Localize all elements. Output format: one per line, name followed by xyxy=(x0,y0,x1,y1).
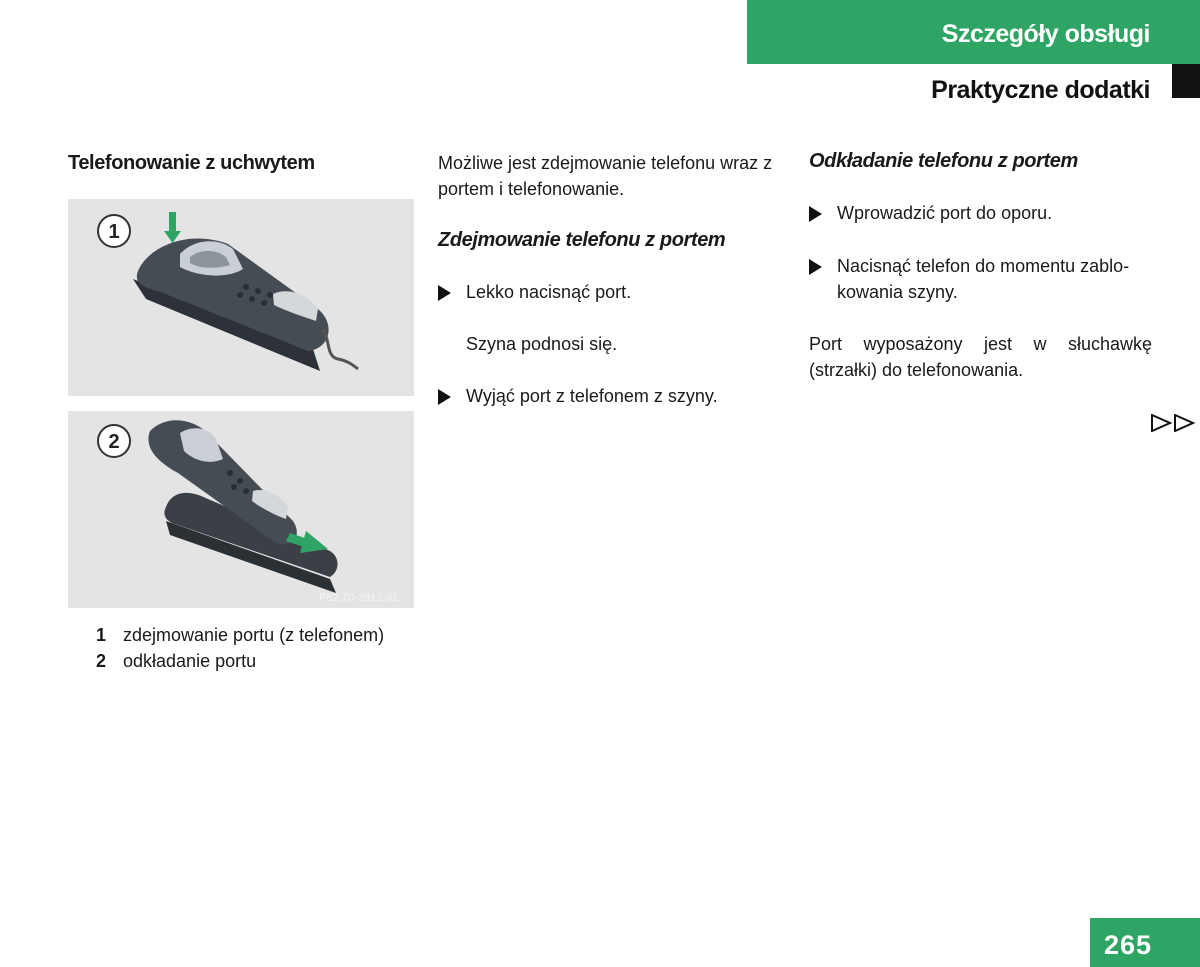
caption-text: zdejmowanie portu (z telefonem) xyxy=(123,625,385,645)
bullet-triangle-icon xyxy=(809,253,837,305)
col1-heading: Telefonowanie z uchwytem xyxy=(68,152,315,174)
page-number: 265 xyxy=(1104,930,1153,960)
column-3 xyxy=(809,150,1152,383)
thumb-tab-marker xyxy=(1172,64,1200,98)
figure-place-port xyxy=(68,411,414,608)
caption-text: odkładanie portu xyxy=(123,651,257,671)
caption-item xyxy=(96,648,384,674)
header-band xyxy=(747,0,1200,64)
step-result: Szyna podnosi się. xyxy=(466,334,618,354)
step-text: Nacisnąć telefon do momentu zablo-kowania szyny. xyxy=(837,256,1130,302)
step-press-port xyxy=(438,279,788,305)
figure-marker-1: 1 xyxy=(108,221,120,243)
figure-captions xyxy=(96,622,384,674)
page-number-box xyxy=(1090,918,1200,967)
bullet-triangle-icon xyxy=(438,279,466,305)
figure-code: P82.70-3912-31 xyxy=(319,592,398,604)
heading-remove-phone: Zdejmowanie telefonu z portem xyxy=(438,229,726,251)
step-text: Wyjąć port z telefonem z szyny. xyxy=(466,386,718,406)
column-2 xyxy=(438,150,788,409)
note-paragraph: Port wyposażony jest w słuchawkę (strzałki) do telefonowania. xyxy=(809,334,1152,380)
caption-item xyxy=(96,622,384,648)
bullet-triangle-icon xyxy=(809,200,837,226)
step-insert-port xyxy=(809,200,1152,226)
figure-marker-2: 2 xyxy=(108,431,120,453)
green-arrow-down-icon xyxy=(164,212,181,243)
step-press-phone xyxy=(809,253,1152,305)
caption-number: 2 xyxy=(96,651,107,671)
heading-place-phone: Odkładanie telefonu z portem xyxy=(809,150,1078,172)
phone-lifted-illustration xyxy=(148,420,337,593)
step-text: Lekko nacisnąć port. xyxy=(466,282,632,302)
subsection-title: Praktyczne dodatki xyxy=(931,76,1150,104)
step-text: Wprowadzić port do oporu. xyxy=(837,203,1053,223)
bullet-triangle-icon xyxy=(438,383,466,409)
figure-remove-port xyxy=(68,199,414,396)
caption-number: 1 xyxy=(96,625,107,645)
phone-in-cradle-illustration xyxy=(133,239,358,371)
continued-arrows-icon xyxy=(1150,414,1196,432)
section-title: Szczegóły obsługi xyxy=(941,20,1150,48)
intro-paragraph: Możliwe jest zdejmowanie telefonu wraz z portem i telefonowanie. xyxy=(438,153,773,199)
step-remove-port xyxy=(438,383,788,409)
